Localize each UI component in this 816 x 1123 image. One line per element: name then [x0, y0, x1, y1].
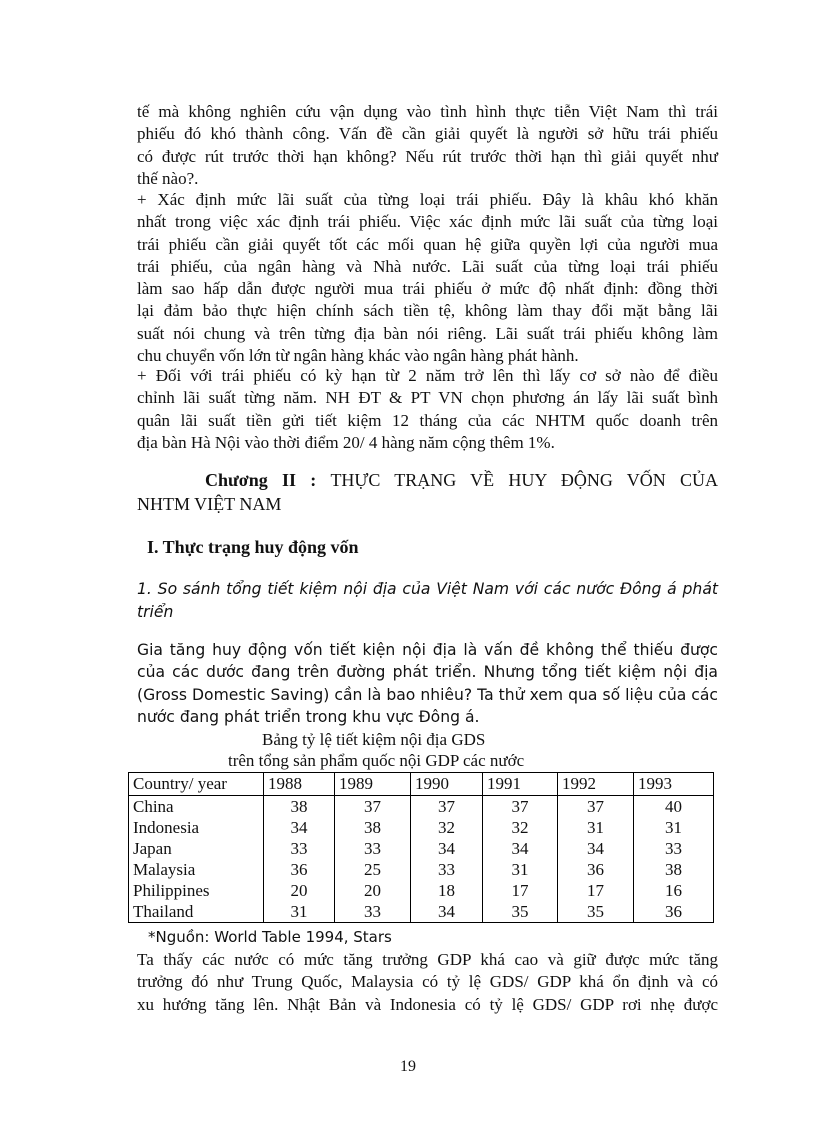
text-line: chu chuyển vốn lớn từ ngân hàng khác vào ngân hàng phát hành. [137, 346, 579, 366]
value-cell: 31 [264, 901, 335, 923]
subsection-heading [137, 578, 718, 623]
country-cell: Thailand [129, 901, 264, 923]
value-cell: 34 [264, 817, 335, 838]
value-cell: 33 [264, 838, 335, 859]
value-cell: 31 [558, 817, 634, 838]
value-cell: 34 [411, 838, 483, 859]
table-row [129, 817, 714, 838]
header-cell: 1990 [411, 773, 483, 796]
value-cell: 25 [335, 859, 411, 880]
value-cell: 32 [483, 817, 558, 838]
table-row [129, 796, 714, 818]
text-line: chỉnh lãi suất từng năm. NH ĐT & PT VN chọn phương án lấy lãi suất bình [137, 388, 718, 408]
value-cell: 37 [411, 796, 483, 818]
text-line: trưởng đó như Trung Quốc, Malaysia có tỷ lệ GDS/ GDP khá ổn định và có [137, 972, 718, 992]
text-line: tế mà không nghiên cứu vận dụng vào tình hình thực tiễn Việt Nam thì trái [137, 102, 718, 121]
table-row [129, 901, 714, 923]
chapter-title-line1: THỰC TRẠNG VỀ HUY ĐỘNG VỐN CỦA [330, 470, 718, 490]
value-cell: 32 [411, 817, 483, 838]
header-cell: 1992 [558, 773, 634, 796]
text-line: phiếu đó khó thành công. Vấn đề cần giải quyết là người sở hữu trái phiếu [137, 124, 718, 144]
table-caption: Bảng tỷ lệ tiết kiệm nội địa GDS [262, 730, 486, 749]
value-cell: 34 [411, 901, 483, 923]
text-line: quân lãi suất tiền gửi tiết kiệm 12 tháng của các NHTM quốc doanh trên [137, 410, 718, 430]
text-line: Gia tăng huy động vốn tiết kiện nội địa là vấn đề không thể thiếu được [137, 641, 718, 659]
header-cell: 1988 [264, 773, 335, 796]
value-cell: 36 [264, 859, 335, 880]
value-cell: 37 [558, 796, 634, 818]
value-cell: 33 [634, 838, 714, 859]
value-cell: 38 [634, 859, 714, 880]
paragraph [137, 189, 718, 367]
gds-table [128, 772, 714, 923]
value-cell: 20 [335, 880, 411, 901]
text-line: lại đảm bảo thực hiện chính sách tiền tệ, không làm thay đổi mặt bằng lãi [137, 301, 718, 321]
value-cell: 35 [483, 901, 558, 923]
paragraph [137, 101, 718, 190]
text-line: địa bàn Hà Nội vào thời điểm 20/ 4 hàng năm cộng thêm 1%. [137, 432, 555, 452]
value-cell: 31 [634, 817, 714, 838]
chapter-title-line2: NHTM VIỆT NAM [137, 494, 282, 514]
text-line: trái phiếu cần giải quyết tốt các mối quan hệ giữa quyền lợi của người mua [137, 234, 718, 254]
text-line: làm sao hấp dẫn được người mua trái phiếu ở mức độ nhất định: đồng thời [137, 279, 718, 299]
paragraph [137, 639, 718, 728]
text-line: + Xác định mức lãi suất của từng loại trái phiếu. Đây là khâu khó khăn [137, 190, 718, 209]
text-line: nhất trong việc xác định trái phiếu. Việc xác định mức lãi suất của từng loại [137, 212, 718, 232]
table-row [129, 859, 714, 880]
section-heading: I. Thực trạng huy động vốn [147, 537, 359, 557]
text-line: có được rút trước thời hạn không? Nếu rút trước thời hạn thì giải quyết như [137, 146, 718, 166]
header-cell: 1989 [335, 773, 411, 796]
value-cell: 34 [483, 838, 558, 859]
text-line: suất nói chung và trên từng địa bàn nói riêng. Lãi suất trái phiếu không làm [137, 323, 718, 343]
country-cell: Indonesia [129, 817, 264, 838]
table-row [129, 838, 714, 859]
table-caption: trên tổng sản phẩm quốc nội GDP các nước [228, 751, 525, 770]
value-cell: 38 [264, 796, 335, 818]
chapter-separator: : [296, 470, 331, 490]
paragraph [137, 365, 718, 454]
value-cell: 33 [335, 901, 411, 923]
text-line: thế nào?. [137, 168, 199, 188]
value-cell: 35 [558, 901, 634, 923]
country-cell: China [129, 796, 264, 818]
header-cell: 1993 [634, 773, 714, 796]
header-cell: Country/ year [129, 773, 264, 796]
value-cell: 36 [634, 901, 714, 923]
value-cell: 18 [411, 880, 483, 901]
text-line: nước đang phát triển trong khu vực Đông á. [137, 707, 480, 726]
table-header-row [129, 773, 714, 796]
chapter-label: Chương II [205, 470, 297, 490]
page-number: 19 [400, 1058, 416, 1075]
value-cell: 40 [634, 796, 714, 818]
value-cell: 31 [483, 859, 558, 880]
value-cell: 37 [335, 796, 411, 818]
value-cell: 17 [558, 880, 634, 901]
table-row [129, 880, 714, 901]
subsection-line: triển [137, 602, 174, 621]
value-cell: 16 [634, 880, 714, 901]
text-line: Ta thấy các nước có mức tăng trưởng GDP khá cao và giữ được mức tăng [137, 950, 718, 969]
value-cell: 17 [483, 880, 558, 901]
country-cell: Japan [129, 838, 264, 859]
subsection-line: 1. So sánh tổng tiết kiệm nội địa của Việt Nam với các nước Đông á phát [137, 580, 718, 598]
paragraph [137, 949, 718, 1016]
value-cell: 33 [411, 859, 483, 880]
header-cell: 1991 [483, 773, 558, 796]
value-cell: 38 [335, 817, 411, 838]
value-cell: 37 [483, 796, 558, 818]
country-cell: Malaysia [129, 859, 264, 880]
value-cell: 36 [558, 859, 634, 880]
country-cell: Philippines [129, 880, 264, 901]
table-source-note: *Nguồn: World Table 1994, Stars [148, 928, 392, 946]
value-cell: 33 [335, 838, 411, 859]
text-line: của các dước đang trên đường phát triển. Nhưng tổng tiết kiệm nội địa [137, 663, 718, 682]
text-line: + Đối với trái phiếu có kỳ hạn từ 2 năm trở lên thì lấy cơ sở nào để điều [137, 366, 718, 385]
text-line: (Gross Domestic Saving) cần là bao nhiêu? Ta thử xem qua số liệu của các [137, 685, 718, 704]
value-cell: 34 [558, 838, 634, 859]
text-line: xu hướng tăng lên. Nhật Bản và Indonesia có tỷ lệ GDS/ GDP rơi nhẹ được [137, 994, 718, 1014]
chapter-heading-line [137, 468, 718, 492]
value-cell: 20 [264, 880, 335, 901]
chapter-heading [137, 468, 718, 516]
text-line: trái phiếu, của ngân hàng và Nhà nước. Lãi suất của từng loại trái phiếu [137, 256, 718, 276]
